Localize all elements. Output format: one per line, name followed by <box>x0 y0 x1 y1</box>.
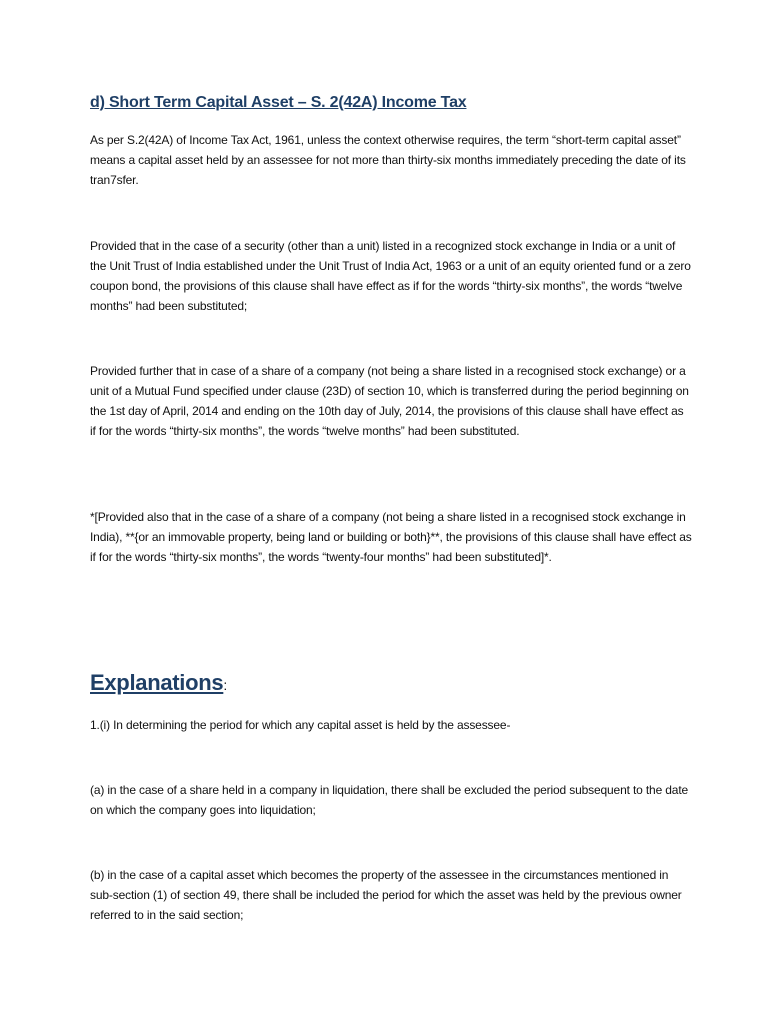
paragraph-second-proviso: Provided further that in case of a share of a company (not being a share listed in a recognised stock exchange) or a unit of a Mutual Fund specified under clause (23D) of section 10, which is transferred during the period beginning on the 1st day of April, 2014 and ending on the 10th day of July, 2014, the provisions of this clause shall have effect as if for the words “thirty-six months”, the words “twelve months” had been substituted. <box>90 364 689 438</box>
explanations-heading <box>90 670 692 696</box>
explanation-item-b: (b) in the case of a capital asset which becomes the property of the assessee in the circumstances mentioned in sub-section (1) of section 49, there shall be included the period for which the asset was held by the previous owner referred to in the said section; <box>90 868 682 922</box>
explanations-heading-colon: : <box>223 677 227 693</box>
explanations-heading-text: Explanations <box>90 670 224 695</box>
paragraph-first-proviso: Provided that in the case of a security (other than a unit) listed in a recognized stock exchange in India or a unit of the Unit Trust of India established under the Unit Trust of India Act, 1963 or a unit of an equity oriented fund or a zero coupon bond, the provisions of this clause shall have effect as if for the words “thirty-six months”, the words “twelve months” had been substituted; <box>90 239 691 313</box>
section-heading: d) Short Term Capital Asset – S. 2(42A) Income Tax <box>90 94 467 111</box>
explanation-item-1: 1.(i) In determining the period for which any capital asset is held by the assessee- <box>90 718 511 732</box>
explanation-item-a: (a) in the case of a share held in a company in liquidation, there shall be excluded the period subsequent to the date on which the company goes into liquidation; <box>90 783 689 817</box>
paragraph-definition: As per S.2(42A) of Income Tax Act, 1961, unless the context otherwise requires, the term “short-term capital asset” means a capital asset held by an assessee for not more than thirty-six months immediately preceding the date of its tran7sfer. <box>90 133 686 187</box>
paragraph-third-proviso: *[Provided also that in the case of a share of a company (not being a share listed in a recognised stock exchange in India), **{or an immovable property, being land or building or both}**, the provisions of this clause shall have effect as if for the words “thirty-six months”, the words “twenty-four months” had been substituted]*. <box>90 510 692 564</box>
